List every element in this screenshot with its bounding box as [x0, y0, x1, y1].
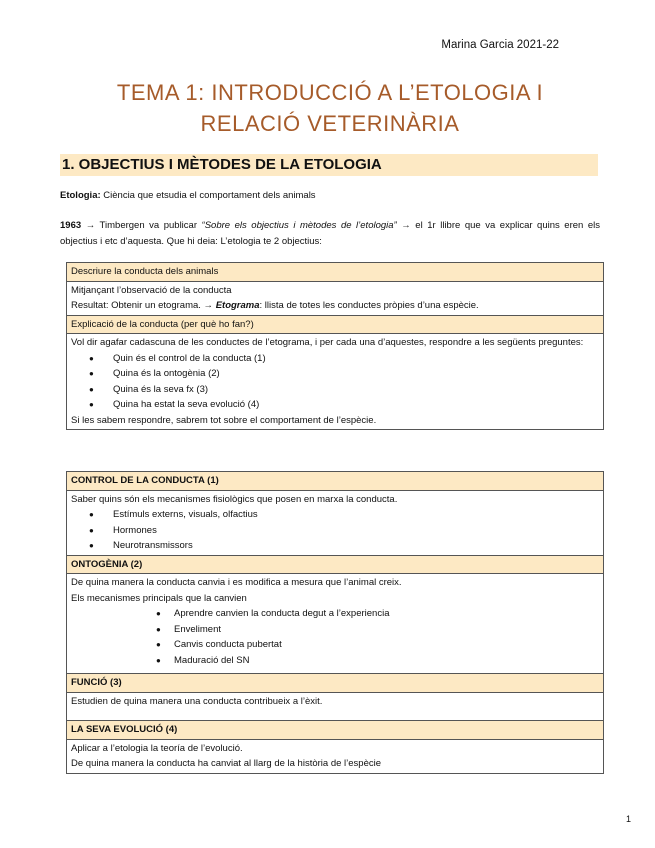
ontogenia-body: [67, 574, 604, 674]
objective-2-header: Explicació de la conducta (per què ho fan?): [67, 315, 604, 334]
list-item: ● Quina és la seva fx (3): [71, 382, 599, 398]
list-item: ● Estímuls externs, visuals, olfactius: [71, 507, 599, 523]
control-intro: Saber quins són els mecanismes fisiològics que posen en marxa la conducta.: [71, 493, 398, 505]
section-heading: 1. OBJECTIUS I MÈTODES DE LA ETOLOGIA: [60, 154, 598, 176]
evolucio-header: LA SEVA EVOLUCIÓ (4): [67, 721, 604, 740]
page-title: [60, 77, 600, 139]
arrow-icon: →: [85, 220, 96, 231]
book-title: “Sobre els objectius i mètodes de l’etologia”: [201, 220, 397, 231]
etograma-term: Etograma: [215, 300, 260, 311]
title-line-1: TEMA 1: INTRODUCCIÓ A L’ETOLOGIA I: [116, 80, 544, 105]
list-item: ● Aprendre canvien la conducta degut a l’experiencia: [71, 606, 599, 622]
questions-table: [66, 471, 604, 774]
list-item: ● Quin és el control de la conducta (1): [71, 351, 599, 367]
obj1-line1: Mitjançant l’observació de la conducta: [71, 284, 232, 296]
objectives-table: [66, 262, 604, 430]
ontogenia-line1: De quina manera la conducta canvia i es modifica a mesura que l’animal creix.: [71, 577, 402, 588]
funcio-body: [67, 692, 604, 721]
list-item: ● Quina ha estat la seva evolució (4): [71, 397, 599, 413]
control-header: CONTROL DE LA CONDUCTA (1): [67, 472, 604, 491]
etograma-def: : llista de totes les conductes pròpies d’una espècie.: [259, 300, 479, 311]
obj1-result: Resultat: Obtenir un etograma. →: [71, 300, 216, 311]
p2-a: Timbergen va publicar: [95, 220, 202, 231]
evolucio-line1: Aplicar a l’etologia la teoría de l’evolució.: [71, 742, 243, 754]
evolucio-line2: De quina manera la conducta ha canviat al llarg de la història de l’espècie: [71, 758, 381, 769]
list-item: ● Quina és la ontogènia (2): [71, 366, 599, 382]
funcio-text: Estudien de quina manera una conducta contribueix a l’èxit.: [71, 695, 323, 707]
evolucio-body: [67, 739, 604, 773]
history-paragraph: [60, 218, 600, 250]
control-body: [67, 490, 604, 555]
funcio-header: FUNCIÓ (3): [67, 674, 604, 693]
etologia-definition: [60, 190, 600, 201]
objective-2-body: [67, 334, 604, 430]
ontogenia-header: ONTOGÈNIA (2): [67, 555, 604, 574]
author-header: Marina Garcia 2021-22: [441, 39, 559, 51]
list-item: ● Neurotransmissors: [71, 538, 599, 554]
objective-1-header: Descriure la conducta dels animals: [67, 263, 604, 282]
list-item: ● Canvis conducta pubertat: [71, 637, 599, 653]
list-item: ● Maduració del SN: [71, 653, 599, 669]
title-line-2: RELACIÓ VETERINÀRIA: [200, 111, 460, 136]
list-item: ● Hormones: [71, 523, 599, 539]
etologia-def: Ciència que etsudia el comportament dels animals: [100, 190, 316, 201]
list-item: ● Enveliment: [71, 622, 599, 638]
obj1-line2: [71, 298, 599, 314]
ontogenia-line2: Els mecanismes principals que la canvien: [71, 592, 247, 604]
year: 1963: [60, 220, 82, 231]
p2-b: → el 1r llibre que va explicar quins eren els objectius i etc d’aquesta. Que hi deia: L’etologia te 2 objectius:: [60, 220, 601, 247]
obj2-end: Si les sabem respondre, sabrem tot sobre el comportament de l’espècie.: [71, 414, 377, 426]
obj2-intro: Vol dir agafar cadascuna de les conductes de l’etograma, i per cada una d’aquestes, respondre a les següents preguntes:: [71, 337, 584, 348]
objective-1-body: [67, 281, 604, 315]
etologia-term: Etologia:: [60, 190, 101, 201]
page-number: 1: [625, 814, 631, 824]
